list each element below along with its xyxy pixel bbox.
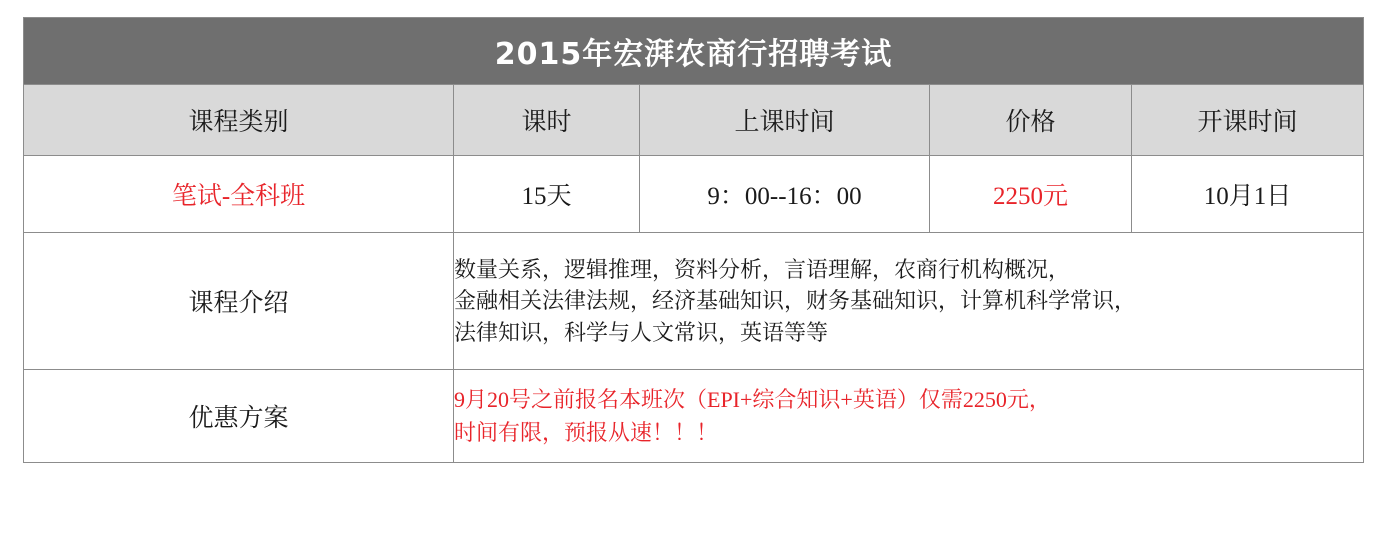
column-header-price: 价格 (930, 85, 1132, 156)
cell-price: 2250元 (930, 156, 1132, 233)
cell-start-date: 10月1日 (1132, 156, 1364, 233)
cell-course-hours: 15天 (454, 156, 640, 233)
course-intro-line-2: 金融相关法律法规，经济基础知识，财务基础知识，计算机科学常识， (454, 288, 1137, 314)
row-label-promo: 优惠方案 (24, 370, 454, 463)
column-header-class-time: 上课时间 (640, 85, 930, 156)
document-page (0, 17, 1384, 551)
table-row (24, 156, 1364, 233)
course-intro-line-1: 数量关系，逻辑推理，资料分析，言语理解，农商行机构概况， (454, 257, 1071, 283)
promo-line-1: 9月20号之前报名本班次（EPI+综合知识+英语）仅需2250元， (454, 387, 1051, 412)
column-header-start-date: 开课时间 (1132, 85, 1364, 156)
course-intro-text (454, 233, 1364, 370)
column-header-hours: 课时 (454, 85, 640, 156)
course-table (23, 17, 1364, 463)
promo-line-2: 时间有限，预报从速！！！ (454, 420, 719, 445)
course-intro-line-3: 法律知识，科学与人文常识，英语等等 (454, 319, 829, 345)
table-title-row (24, 18, 1364, 85)
course-intro-row (24, 233, 1364, 370)
promo-row (24, 370, 1364, 463)
promo-text (454, 370, 1364, 463)
cell-course-category: 笔试-全科班 (24, 156, 454, 233)
column-header-category: 课程类别 (24, 85, 454, 156)
table-title: 2015年宏湃农商行招聘考试 (24, 18, 1364, 85)
cell-class-time: 9：00--16：00 (640, 156, 930, 233)
table-header-row (24, 85, 1364, 156)
row-label-course-intro: 课程介绍 (24, 233, 454, 370)
